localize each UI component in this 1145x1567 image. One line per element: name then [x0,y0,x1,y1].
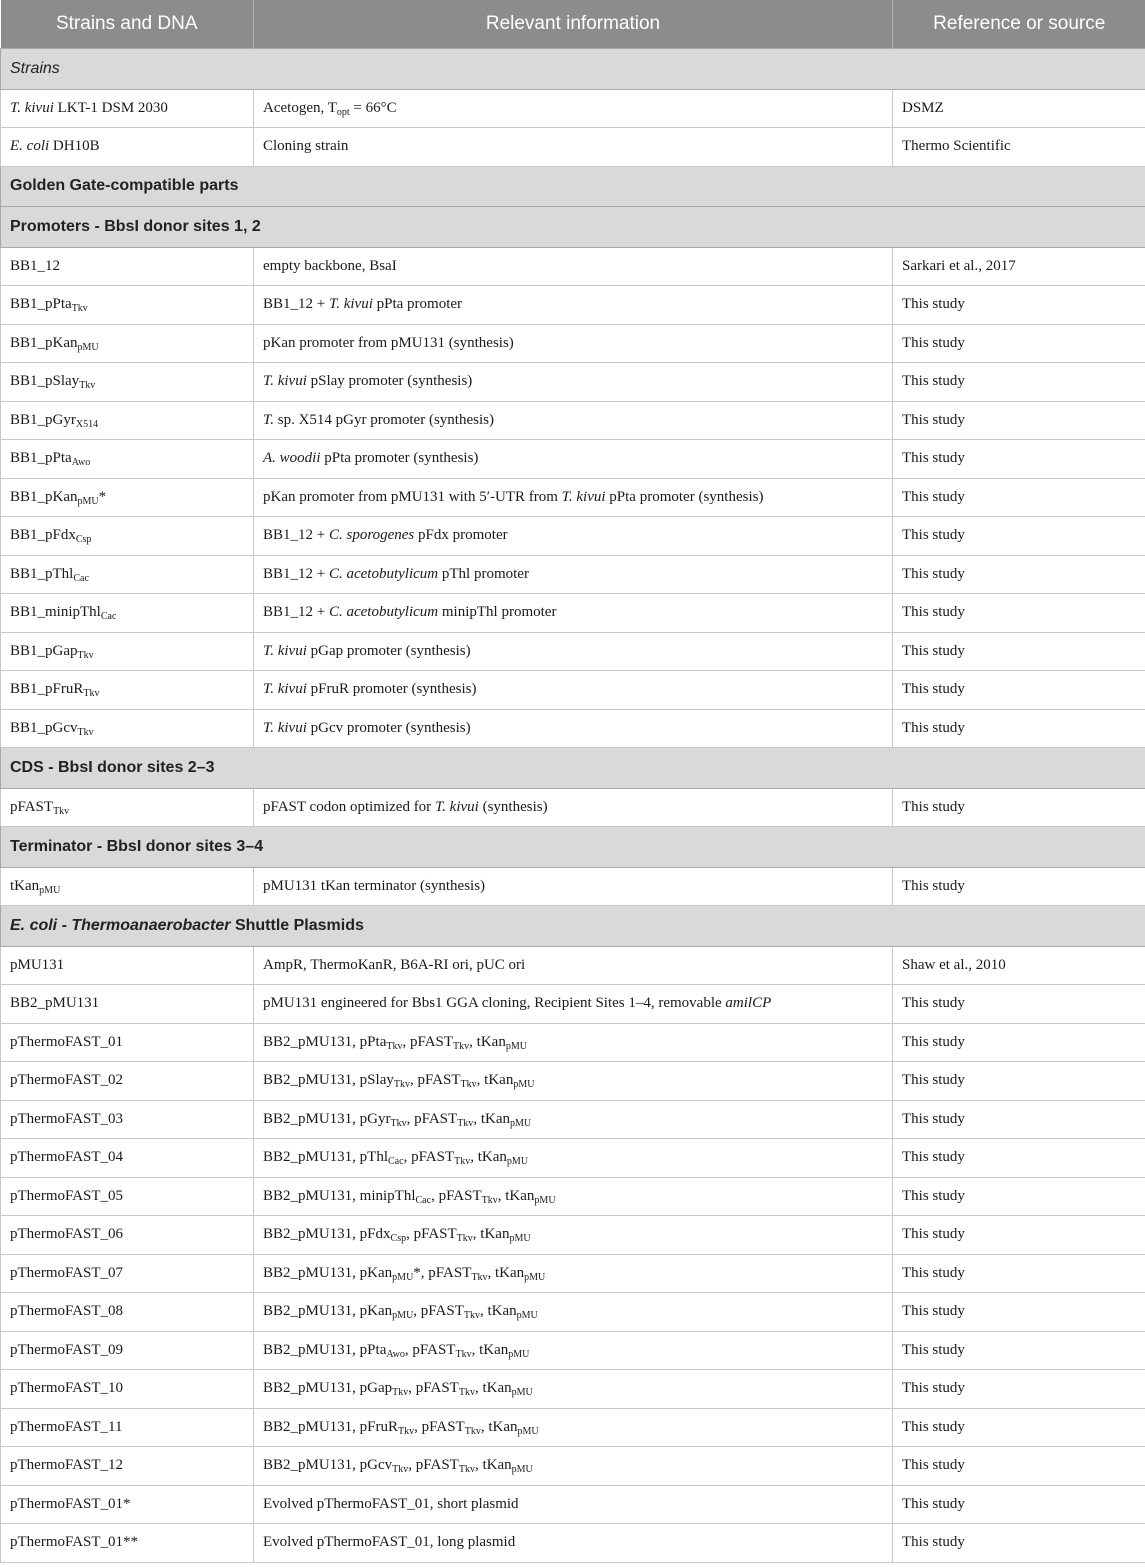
cell-strain-dna: BB1_pKan$_{pMU}$ [1,324,254,363]
cell-strain-dna: pThermoFAST_03 [1,1100,254,1139]
cell-strain-dna: BB1_12 [1,247,254,286]
cell-strain-dna: pThermoFAST_01** [1,1524,254,1563]
table-row [1,128,1145,167]
header-row [1,0,1145,49]
cell-relevant-information: Evolved pThermoFAST_01, short plasmid [254,1485,893,1524]
cell-reference-source: This study [893,671,1145,710]
header-relevant-information: Relevant information [254,0,893,49]
table-row [1,1062,1145,1101]
cell-strain-dna: pThermoFAST_01 [1,1023,254,1062]
table-row [1,286,1145,325]
cell-strain-dna: pThermoFAST_12 [1,1447,254,1486]
cell-reference-source: This study [893,1100,1145,1139]
cell-strain-dna: pThermoFAST_06 [1,1216,254,1255]
cell-strain-dna: BB1_pSlay$_{Tkv}$ [1,363,254,402]
cell-strain-dna: BB1_pKan$_{pMU}$* [1,478,254,517]
cell-reference-source: This study [893,788,1145,827]
table-row [1,594,1145,633]
cell-relevant-information: BB2_pMU131, pPta$_{Tkv}$, pFAST$_{Tkv}$, tKan$_{pMU}$ [254,1023,893,1062]
cell-strain-dna: BB1_pThl$_{Cac}$ [1,555,254,594]
cell-relevant-information: BB2_pMU131, pKan$_{pMU}$*, pFAST$_{Tkv}$, tKan$_{pMU}$ [254,1254,893,1293]
cell-relevant-information: T. kivui pSlay promoter (synthesis) [254,363,893,402]
section-header-row [1,748,1145,789]
cell-strain-dna: BB1_minipThl$_{Cac}$ [1,594,254,633]
cell-reference-source: This study [893,517,1145,556]
cell-reference-source: This study [893,1254,1145,1293]
cell-relevant-information: empty backbone, BsaI [254,247,893,286]
header-reference-or-source: Reference or source [893,0,1145,49]
cell-relevant-information: BB2_pMU131, pThl$_{Cac}$, pFAST$_{Tkv}$, tKan$_{pMU}$ [254,1139,893,1178]
cell-strain-dna: pThermoFAST_09 [1,1331,254,1370]
cell-strain-dna: pThermoFAST_02 [1,1062,254,1101]
cell-strain-dna: pThermoFAST_11 [1,1408,254,1447]
cell-reference-source: This study [893,478,1145,517]
cell-relevant-information: T. kivui pFruR promoter (synthesis) [254,671,893,710]
cell-reference-source: This study [893,632,1145,671]
cell-reference-source: This study [893,286,1145,325]
cell-reference-source: This study [893,1524,1145,1563]
section-title: Terminator - BbsI donor sites 3–4 [1,827,1145,868]
cell-strain-dna: pThermoFAST_05 [1,1177,254,1216]
cell-reference-source: Thermo Scientific [893,128,1145,167]
table-row [1,1331,1145,1370]
table-row [1,632,1145,671]
table-row [1,867,1145,906]
cell-relevant-information: T. kivui pGcv promoter (synthesis) [254,709,893,748]
cell-strain-dna: BB1_pPta$_{Awo}$ [1,440,254,479]
table-row [1,555,1145,594]
cell-reference-source: Sarkari et al., 2017 [893,247,1145,286]
cell-relevant-information: BB1_12 + T. kivui pPta promoter [254,286,893,325]
section-header-row [1,166,1145,207]
cell-reference-source: This study [893,1177,1145,1216]
table-row [1,1023,1145,1062]
cell-relevant-information: pMU131 engineered for Bbs1 GGA cloning, Recipient Sites 1–4, removable amilCP [254,985,893,1024]
cell-relevant-information: BB2_pMU131, pGap$_{Tkv}$, pFAST$_{Tkv}$, tKan$_{pMU}$ [254,1370,893,1409]
cell-relevant-information: A. woodii pPta promoter (synthesis) [254,440,893,479]
table-row [1,671,1145,710]
table-row [1,247,1145,286]
table-row [1,1293,1145,1332]
cell-strain-dna: pThermoFAST_04 [1,1139,254,1178]
cell-relevant-information: BB1_12 + C. acetobutylicum minipThl promoter [254,594,893,633]
cell-relevant-information: BB2_pMU131, pGcv$_{Tkv}$, pFAST$_{Tkv}$, tKan$_{pMU}$ [254,1447,893,1486]
table-row [1,517,1145,556]
cell-relevant-information: BB2_pMU131, pPta$_{Awo}$, pFAST$_{Tkv}$, tKan$_{pMU}$ [254,1331,893,1370]
table-row [1,363,1145,402]
cell-reference-source: This study [893,1023,1145,1062]
cell-relevant-information: BB2_pMU131, pFdx$_{Csp}$, pFAST$_{Tkv}$, tKan$_{pMU}$ [254,1216,893,1255]
table-row [1,788,1145,827]
cell-reference-source: Shaw et al., 2010 [893,946,1145,985]
section-header-row [1,827,1145,868]
table-row [1,1524,1145,1563]
cell-relevant-information: pFAST codon optimized for T. kivui (synthesis) [254,788,893,827]
cell-strain-dna: BB1_pGcv$_{Tkv}$ [1,709,254,748]
section-title: Strains [1,49,1145,90]
cell-strain-dna: pFAST$_{Tkv}$ [1,788,254,827]
cell-strain-dna: pThermoFAST_08 [1,1293,254,1332]
cell-reference-source: This study [893,1139,1145,1178]
cell-reference-source: This study [893,1216,1145,1255]
table-row [1,89,1145,128]
cell-reference-source: This study [893,1447,1145,1486]
section-header-row [1,207,1145,248]
cell-reference-source: This study [893,867,1145,906]
cell-strain-dna: BB1_pFdx$_{Csp}$ [1,517,254,556]
cell-relevant-information: BB1_12 + C. sporogenes pFdx promoter [254,517,893,556]
cell-relevant-information: Evolved pThermoFAST_01, long plasmid [254,1524,893,1563]
cell-relevant-information: T. sp. X514 pGyr promoter (synthesis) [254,401,893,440]
cell-strain-dna: BB1_pFruR$_{Tkv}$ [1,671,254,710]
cell-strain-dna: tKan$_{pMU}$ [1,867,254,906]
cell-reference-source: This study [893,1293,1145,1332]
cell-reference-source: This study [893,401,1145,440]
cell-reference-source: This study [893,440,1145,479]
cell-reference-source: This study [893,1370,1145,1409]
cell-strain-dna: BB1_pGap$_{Tkv}$ [1,632,254,671]
cell-relevant-information: BB2_pMU131, pSlay$_{Tkv}$, pFAST$_{Tkv}$, tKan$_{pMU}$ [254,1062,893,1101]
table-row [1,1139,1145,1178]
table-row [1,1216,1145,1255]
cell-reference-source: This study [893,1485,1145,1524]
cell-relevant-information: BB2_pMU131, pGyr$_{Tkv}$, pFAST$_{Tkv}$, tKan$_{pMU}$ [254,1100,893,1139]
cell-reference-source: This study [893,1331,1145,1370]
table-row [1,1408,1145,1447]
cell-strain-dna: BB1_pGyr$_{X514}$ [1,401,254,440]
table-row [1,1177,1145,1216]
table-row [1,401,1145,440]
table-row [1,1100,1145,1139]
table-row [1,709,1145,748]
cell-strain-dna: T. kivui LKT-1 DSM 2030 [1,89,254,128]
cell-reference-source: This study [893,594,1145,633]
table-row [1,1447,1145,1486]
section-header-row [1,49,1145,90]
cell-relevant-information: BB2_pMU131, pKan$_{pMU}$, pFAST$_{Tkv}$, tKan$_{pMU}$ [254,1293,893,1332]
cell-relevant-information: pKan promoter from pMU131 (synthesis) [254,324,893,363]
header-strains-and-dna: Strains and DNA [1,0,254,49]
table-row [1,1254,1145,1293]
cell-relevant-information: T. kivui pGap promoter (synthesis) [254,632,893,671]
section-title: CDS - BbsI donor sites 2–3 [1,748,1145,789]
table-body [1,49,1145,1563]
cell-relevant-information: Acetogen, $T_{opt} = 66^\circ C$ [254,89,893,128]
cell-strain-dna: pMU131 [1,946,254,985]
cell-relevant-information: Cloning strain [254,128,893,167]
section-title: E. coli - Thermoanaerobacter Shuttle Plasmids [1,906,1145,947]
cell-relevant-information: BB2_pMU131, pFruR$_{Tkv}$, pFAST$_{Tkv}$, tKan$_{pMU}$ [254,1408,893,1447]
section-title: Promoters - BbsI donor sites 1, 2 [1,207,1145,248]
cell-relevant-information: BB1_12 + C. acetobutylicum pThl promoter [254,555,893,594]
table-row [1,1485,1145,1524]
table-row [1,946,1145,985]
cell-strain-dna: pThermoFAST_01* [1,1485,254,1524]
cell-reference-source: This study [893,709,1145,748]
cell-reference-source: This study [893,555,1145,594]
table-row [1,440,1145,479]
cell-strain-dna: pThermoFAST_10 [1,1370,254,1409]
table-row [1,1370,1145,1409]
table-row [1,324,1145,363]
cell-reference-source: This study [893,985,1145,1024]
cell-reference-source: This study [893,1408,1145,1447]
cell-reference-source: DSMZ [893,89,1145,128]
cell-relevant-information: AmpR, ThermoKanR, B6A-RI ori, pUC ori [254,946,893,985]
cell-strain-dna: BB1_pPta$_{Tkv}$ [1,286,254,325]
cell-reference-source: This study [893,324,1145,363]
cell-reference-source: This study [893,363,1145,402]
cell-relevant-information: BB2_pMU131, minipThl$_{Cac}$, pFAST$_{Tkv}$, tKan$_{pMU}$ [254,1177,893,1216]
cell-strain-dna: BB2_pMU131 [1,985,254,1024]
table-row [1,985,1145,1024]
table-header [1,0,1145,49]
cell-reference-source: This study [893,1062,1145,1101]
section-title: Golden Gate-compatible parts [1,166,1145,207]
section-header-row [1,906,1145,947]
cell-strain-dna: pThermoFAST_07 [1,1254,254,1293]
cell-relevant-information: pMU131 tKan terminator (synthesis) [254,867,893,906]
table-row [1,478,1145,517]
cell-strain-dna: E. coli DH10B [1,128,254,167]
cell-relevant-information: pKan promoter from pMU131 with 5′-UTR from T. kivui pPta promoter (synthesis) [254,478,893,517]
